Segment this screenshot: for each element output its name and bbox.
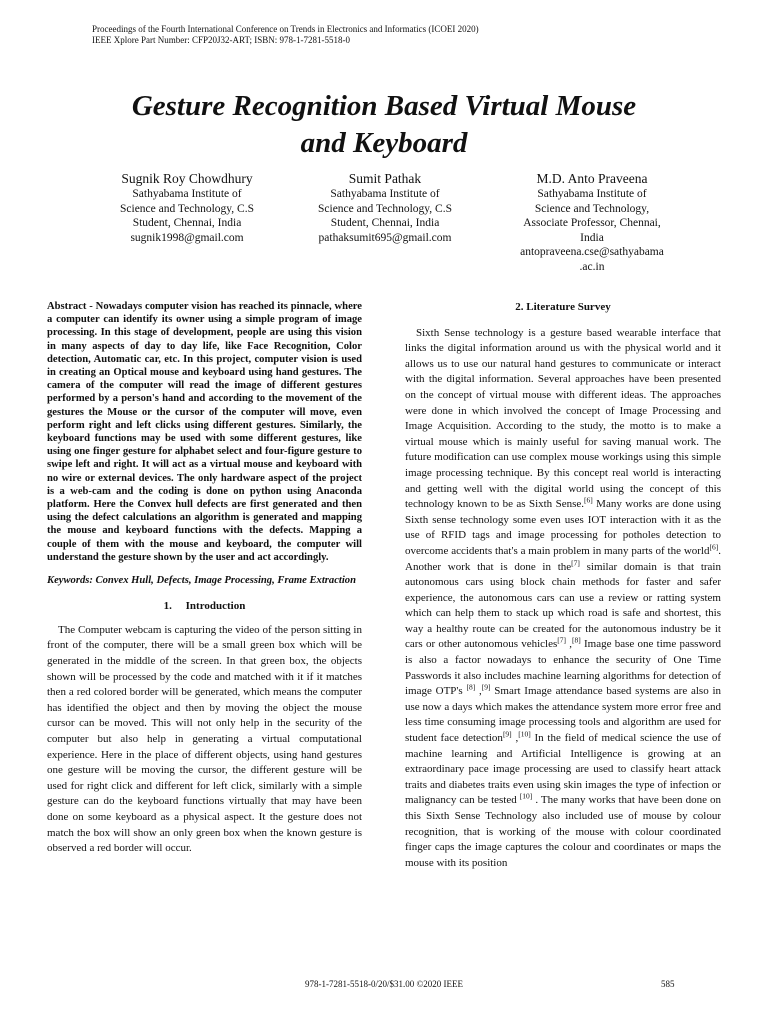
- author-affiliation: Associate Professor, Chennai,: [523, 217, 661, 229]
- text-run: ,: [511, 732, 519, 745]
- citation: [6]: [709, 542, 719, 552]
- keywords: Keywords: Convex Hull, Defects, Image Processing, Frame Extraction: [47, 575, 356, 587]
- author-email: pathaksumit695@gmail.com: [318, 231, 452, 244]
- author-affiliation: Student, Chennai, India: [132, 217, 242, 229]
- author-name: Sumit Pathak: [348, 171, 422, 186]
- author-email: .ac.in: [579, 260, 605, 273]
- introduction-text: The Computer webcam is capturing the video of the person sitting in front of the computer, there will be a small green box which will be generated in the middle of the screen. In that green box, the objects shown will be processed by the code and matched with it if it matches then a red colored border will be generated, which means the computer has identified the object and then by moving the object the mouse cursor can be moved. This will not only help in the security of the computer but also help in generating a virtual computational experience. Here in the place of different objects, using hand gestures one gesture will be moving the cursor, the different gesture will be used for right click and different for left click, similarly with a simple gesture can do the keyboard functions virtually that may have been done on some keyboard as a physical aspect. It the gesture does not match the box will show an only green box when the known gesture is observed a red border will occur.: [47, 623, 362, 855]
- header-line-2: IEEE Xplore Part Number: CFP20J32-ART; ISBN: 978-1-7281-5518-0: [92, 35, 350, 45]
- author-affiliation: India: [580, 231, 604, 244]
- text-run: . Another work that is done in the: [405, 544, 721, 573]
- conference-header: [92, 24, 692, 46]
- author-affiliation: Student, Chennai, India: [330, 217, 440, 229]
- author-email: sugnik1998@gmail.com: [130, 231, 244, 244]
- page-number: 585: [661, 979, 675, 989]
- text-run: Sixth Sense technology is a gesture based wearable interface that links the digital information around us with the physical world and it allows us to use our natural hand gestures to communicate or interact with the digital information. Several approaches have been presented on the concept of virtual mouse with different ideas. The approaches were done in which involved the concept of Image Processing and Image Acquisition. According to the study, the motto is to make a virtual mouse which is mainly useful for saving manual work. The future modification can use complex mouse workings using this simple image processing technique. By this concept real world is interacting and getting well with the digital world using the concept of this technology known to be as Sixth Sense.: [405, 326, 721, 511]
- author-3: [486, 170, 698, 274]
- literature-survey-text: [405, 326, 721, 872]
- section-heading-literature-survey: 2. Literature Survey: [515, 301, 611, 313]
- left-column: [47, 300, 362, 857]
- author-affiliation: Sathyabama Institute of: [330, 188, 440, 200]
- text-run: ,: [475, 685, 482, 698]
- section-heading-introduction: 1. Introduction: [163, 600, 246, 613]
- text-run: ,: [566, 638, 573, 651]
- author-email: antopraveena.cse@sathyabama: [520, 246, 664, 258]
- text-run: Smart Image attendance based systems are also in use now a days which makes the attendance system more error free and less time consuming image processing tools and algorithm are used for student face detection: [405, 685, 722, 745]
- citation: [10]: [518, 729, 531, 739]
- right-column: [405, 300, 721, 871]
- title-line-2: and Keyboard: [300, 127, 468, 159]
- citation: [8]: [572, 635, 581, 645]
- text-run: . The many works that have been done on this Sixth Sense Technology also included use of mouse by colour recognition, that is working of the mouse with colour coordinated finger caps the image captures the colour and coordinates or maps the mouse with its position: [405, 794, 722, 869]
- author-affiliation: Sathyabama Institute of: [537, 188, 647, 200]
- author-name: Sugnik Roy Chowdhury: [121, 171, 253, 186]
- author-affiliation: Science and Technology, C.S: [120, 202, 254, 215]
- text-run: similar domain is that train autonomous cars using block chain methods for faster and safer experience, the autonomous cars can use a review or ratting system which can help them to stack up which road is safe and shortest, this way a healthy route can be created for the autonomous industry be it cars or other autonomous vehicles: [405, 560, 721, 651]
- header-line-1: Proceedings of the Fourth International Conference on Trends in Electronics and Informatics (ICOEI 2020): [92, 24, 479, 34]
- text-run: In the field of medical science the use of machine learning and Artificial Intelligence is growing at an extraordinary pace image processing are used to classify heart attack traits and diabetes traits even using skin images the type of infection or malignancy can be tested: [405, 732, 722, 807]
- citation: [9]: [481, 682, 491, 692]
- author-1: [84, 170, 290, 245]
- citation: [7]: [557, 635, 567, 645]
- author-affiliation: Science and Technology, C.S: [318, 202, 452, 215]
- citation: [6]: [584, 495, 593, 505]
- citation: [10]: [519, 791, 533, 801]
- author-affiliation: Sathyabama Institute of: [132, 188, 242, 200]
- citation: [8]: [466, 682, 476, 692]
- text-run: Image base one time password is also a factor nowadays to enhance the security of One Time Passwords it also includes machine learning algorithms for detection of image OTP's: [405, 638, 721, 698]
- title-line-1: Gesture Recognition Based Virtual Mouse: [131, 90, 637, 122]
- text-run: Many works are done using Sixth sense technology some even uses IOT interaction with it as the use of RFID tags and image processing for potholes detection to overcome accidents that's a main problem in many parts of the world: [405, 498, 721, 557]
- citation: [9]: [502, 729, 512, 739]
- citation: [7]: [571, 557, 580, 567]
- author-2: [282, 170, 488, 245]
- author-name: M.D. Anto Praveena: [536, 171, 648, 186]
- abstract: Abstract - Nowadays computer vision has reached its pinnacle, where a computer can identify its owner using a simple program of image processing. In this stage of development, people are using this vision in many aspects of day to day life, like Face Recognition, Color detection, Automatic car, etc. In this project, computer vision is used in creating an Optical mouse and keyboard using hand gestures. The camera of the computer will read the image of different gestures performed by a person's hand and according to the movement of the gestures the Mouse or the cursor of the computer will move, even perform right and left clicks using different gestures. Similarly, the keyboard functions may be used with some different gestures, like using one finger gesture for alphabet select and four-figure gesture to swipe left and right. It will act as a virtual mouse and keyboard with no wire or external devices. The only hardware aspect of the project is a web-cam and the coding is done on python using Anaconda platform. Here the Convex hull defects are first generated and then using the defect calculations an algorithm is generated and mapping the mouse and keyboard functions with the defects. Mapping a couple of them with the mouse and keyboard, the computer will understand the gesture shown by the user and act accordingly.: [47, 301, 362, 563]
- footer-copyright: 978-1-7281-5518-0/20/$31.00 ©2020 IEEE: [304, 979, 464, 989]
- paper-title: [60, 88, 708, 162]
- author-affiliation: Science and Technology,: [534, 202, 650, 215]
